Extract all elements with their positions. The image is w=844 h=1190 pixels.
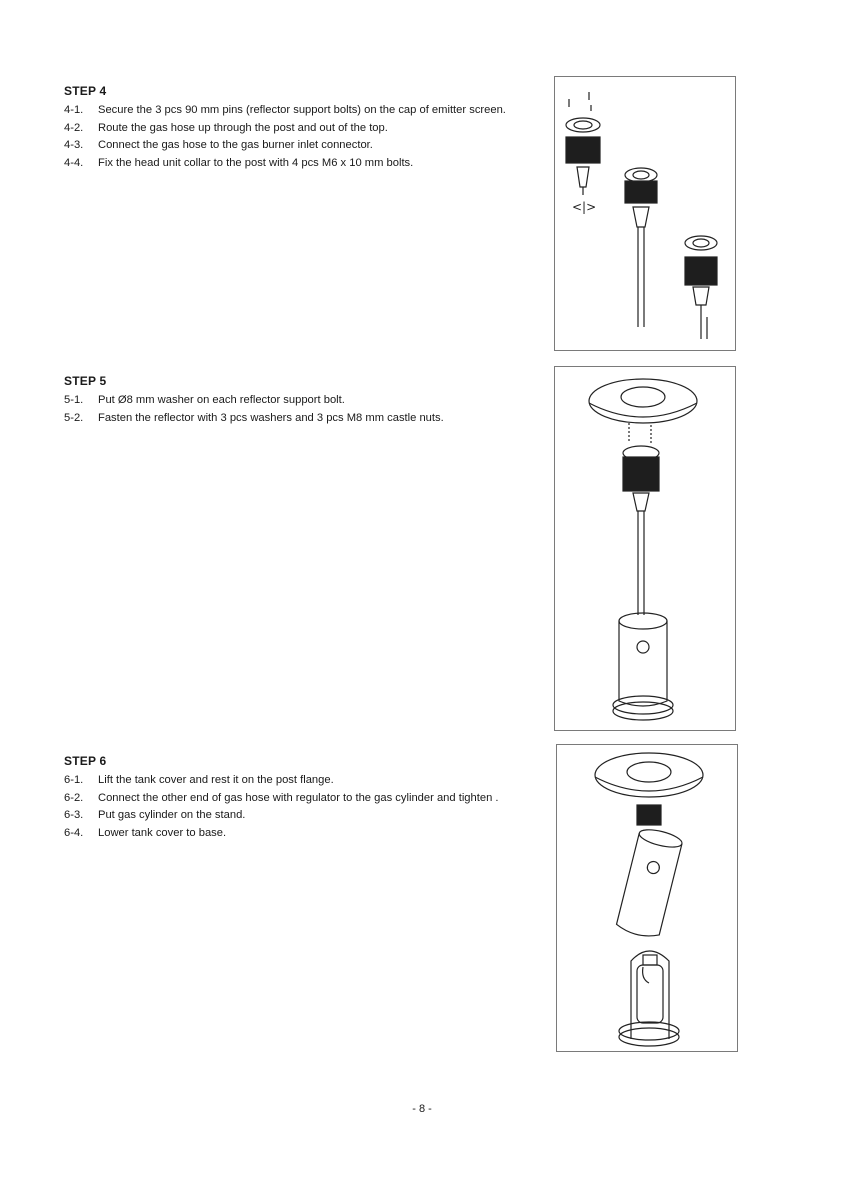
item-number: 4-3. [64,139,84,151]
list-item [64,155,544,173]
item-text: Connect the gas hose to the gas burner inlet connector. [98,139,373,151]
item-text: Put gas cylinder on the stand. [98,809,246,821]
list-item [64,825,544,843]
step-4-list [64,102,544,172]
list-item [64,772,544,790]
step-6-section [64,754,544,842]
item-text: Put Ø8 mm washer on each reflector support bolt. [98,394,345,406]
item-number: 4-4. [64,156,84,169]
item-text: Fix the head unit collar to the post with 4 pcs M6 x 10 mm bolts. [98,156,414,169]
item-text: Secure the 3 pcs 90 mm pins (reflector support bolts) on the cap of emitter screen. [98,104,506,116]
step-4-title: STEP 4 [64,84,107,98]
list-item [64,410,544,428]
list-item [64,102,544,120]
item-text: Route the gas hose up through the post and out of the top. [98,121,388,134]
step-6-illustration [556,744,738,1052]
step-5-illustration [554,366,736,731]
list-item [64,790,544,808]
item-number: 6-3. [64,809,84,821]
item-number: 4-1. [64,104,84,116]
item-number: 4-2. [64,121,84,134]
step-6-list [64,772,544,842]
list-item [64,120,544,138]
step-5-list [64,392,544,427]
step-4-section [64,84,544,172]
item-text: Connect the other end of gas hose with regulator to the gas cylinder and tighten . [98,791,499,804]
item-number: 5-1. [64,394,84,406]
step-6-title: STEP 6 [64,754,107,768]
list-item [64,392,544,410]
list-item [64,137,544,155]
item-text: Lower tank cover to base. [98,826,227,839]
item-number: 6-4. [64,826,84,839]
svg-text:<|>: <|> [572,200,597,214]
step-5-title: STEP 5 [64,374,107,388]
item-number: 6-1. [64,774,84,786]
item-number: 5-2. [64,411,84,424]
step-4-illustration [554,76,736,351]
item-number: 6-2. [64,791,84,804]
item-text: Fasten the reflector with 3 pcs washers and 3 pcs M8 mm castle nuts. [98,411,444,424]
list-item [64,807,544,825]
step-5-section [64,374,544,427]
item-text: Lift the tank cover and rest it on the post flange. [98,774,334,786]
page-number: - 8 - [412,1103,432,1115]
